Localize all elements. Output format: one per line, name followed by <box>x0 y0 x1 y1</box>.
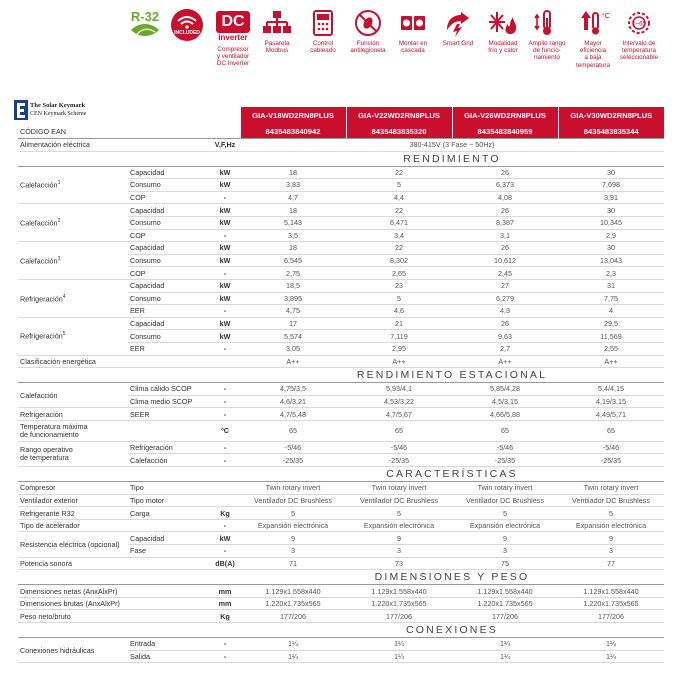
value-cell: A++ <box>346 355 452 368</box>
value-cell: 6,471 <box>346 216 452 229</box>
section-header <box>18 623 664 638</box>
table-row <box>18 557 664 570</box>
value-cell: 1¼ <box>558 650 664 663</box>
section-spacer <box>18 467 240 482</box>
row-label: Clasificación energética <box>18 355 240 368</box>
table-row <box>18 441 664 454</box>
value-cell: 26 <box>452 204 558 217</box>
value-cell: 77 <box>558 557 664 570</box>
value-cell: 75 <box>452 557 558 570</box>
sub-label: Consumo <box>128 292 210 305</box>
unit-cell <box>210 494 240 507</box>
section-header <box>18 467 664 482</box>
sub-label: Consumo <box>128 330 210 343</box>
sub-label: Capacidad <box>128 242 210 255</box>
value-cell: 73 <box>346 557 452 570</box>
svg-text:°C: °C <box>602 13 610 20</box>
sub-label: Tipo <box>128 482 210 495</box>
low-temp-efficiency-label: Mayor eficiencia a baja temperatura <box>576 40 610 69</box>
wide-range-label: Amplio rango de funcio- namiento <box>528 40 566 62</box>
value-cell: 13,043 <box>558 254 664 267</box>
value-cell: 4,7 <box>240 191 346 204</box>
section-header <box>18 368 664 383</box>
ean-row <box>18 124 664 139</box>
inverter-text: inverter <box>218 32 248 42</box>
section-header <box>18 570 664 585</box>
value-cell: 177/206 <box>346 610 452 623</box>
unit-cell: kW <box>210 216 240 229</box>
value-cell: 3,5 <box>240 229 346 242</box>
sub-label: Consumo <box>128 254 210 267</box>
value-cell: -5/46 <box>558 441 664 454</box>
sub-label: Capacidad <box>128 317 210 330</box>
value-cell: 9 <box>558 532 664 545</box>
value-cell: 30 <box>558 166 664 179</box>
value-cell: 4,4 <box>346 191 452 204</box>
section-title: CARACTERÍSTICAS <box>240 467 664 482</box>
value-cell: Twin rotary invert <box>452 482 558 495</box>
group-label: Conexiones hidráulicas <box>18 638 128 663</box>
value-cell: Expansión electrónica <box>452 519 558 532</box>
sub-label: SEER <box>128 408 210 421</box>
section-spacer <box>18 570 240 585</box>
unit-cell: Kg <box>210 507 240 520</box>
value-cell: 1¼ <box>452 650 558 663</box>
group-label <box>18 317 128 355</box>
unit-cell: kW <box>210 330 240 343</box>
sub-label: Consumo <box>128 216 210 229</box>
value-cell: 18,5 <box>240 279 346 292</box>
value-cell: 30 <box>558 242 664 255</box>
sub-label: COP <box>128 267 210 280</box>
section-title: RENDIMIENTO <box>240 151 664 166</box>
keymark-line1: The Solar Keymark <box>30 102 86 109</box>
value-cell: 4,53/3,22 <box>346 395 452 408</box>
row-label: Tipo de acelerador <box>18 519 128 532</box>
row-label: Dimensiones brutas (AnxAlxPr) <box>18 597 210 610</box>
value-cell: 177/206 <box>452 610 558 623</box>
row-label: Refrigeración <box>18 408 128 421</box>
value-cell: 1.129x1.558x440 <box>452 585 558 598</box>
value-cell: 5 <box>558 507 664 520</box>
value-cell: 4,08 <box>452 191 558 204</box>
value-cell: 4,3 <box>452 305 558 318</box>
value-cell: 4,7/5,67 <box>346 408 452 421</box>
modbus-label: Pasarela Modbus <box>264 40 290 55</box>
unit-cell: - <box>210 408 240 421</box>
value-cell: 3 <box>240 545 346 558</box>
cascade-label: Montar en cascada <box>398 40 428 55</box>
row-label: Peso neto/bruto <box>18 610 210 623</box>
unit-cell: V,F,Hz <box>210 139 240 152</box>
value-cell: 10,345 <box>558 216 664 229</box>
section-spacer <box>18 368 240 383</box>
value-cell: 17 <box>240 317 346 330</box>
row-label: Alimentación eléctrica <box>18 139 210 152</box>
value-cell: Ventilador DC Brushless <box>346 494 452 507</box>
value-cell: 10,612 <box>452 254 558 267</box>
row-label: Temperatura máxima de funcionamiento <box>18 420 210 441</box>
value-cell: 9 <box>346 532 452 545</box>
unit-cell: mm <box>210 597 240 610</box>
spec-table <box>18 107 664 663</box>
value-cell: 5 <box>240 507 346 520</box>
value-cell: 4,7/5,48 <box>240 408 346 421</box>
value-cell: 2,7 <box>452 342 558 355</box>
value-cell: Expansión electrónica <box>240 519 346 532</box>
value-cell: Twin rotary invert <box>346 482 452 495</box>
value-cell: 30 <box>558 204 664 217</box>
sub-label: Fase <box>128 545 210 558</box>
sub-label: Clima medio SCOP <box>128 395 210 408</box>
value-cell: 31 <box>558 279 664 292</box>
value-cell: Twin rotary invert <box>240 482 346 495</box>
power-row <box>18 139 664 152</box>
ean-code: 8435483835344 <box>558 124 664 139</box>
value-cell: 23 <box>346 279 452 292</box>
model-name: GIA-V26WD2RN8PLUS <box>452 107 558 124</box>
value-cell: 5 <box>452 507 558 520</box>
value-cell: 26 <box>452 166 558 179</box>
unit-cell: kW <box>210 242 240 255</box>
sub-label: Capacidad <box>128 204 210 217</box>
value-cell: 1.220x1.735x565 <box>452 597 558 610</box>
table-row <box>18 204 664 217</box>
value-cell: 22 <box>346 242 452 255</box>
value-cell: Ventilador DC Brushless <box>452 494 558 507</box>
value-cell: 3 <box>558 545 664 558</box>
sub-label: EER <box>128 342 210 355</box>
feature-icon-bar <box>0 0 689 90</box>
value-cell: 4 <box>558 305 664 318</box>
value-cell: 380-415V (3 Fase ~ 50Hz) <box>240 139 664 152</box>
value-cell: 4,75 <box>240 305 346 318</box>
model-name: GIA-V18WD2RN8PLUS <box>240 107 346 124</box>
group-label-text: Calefacción <box>20 218 58 228</box>
table-row <box>18 383 664 396</box>
table-row <box>18 597 664 610</box>
group-label <box>18 166 128 204</box>
unit-cell: - <box>210 441 240 454</box>
section-spacer <box>18 151 240 166</box>
group-label: Calefacción <box>18 383 128 408</box>
sub-label: Carga <box>128 507 210 520</box>
value-cell: 5,143 <box>240 216 346 229</box>
value-cell: 7,698 <box>558 179 664 192</box>
table-row <box>18 532 664 545</box>
value-cell: 4,75/3,5 <box>240 383 346 396</box>
value-cell: 1.129x1.558x440 <box>346 585 452 598</box>
footnote-mark: 3 <box>57 255 61 262</box>
value-cell: 177/206 <box>558 610 664 623</box>
model-header-row <box>18 107 664 124</box>
value-cell: 2,55 <box>558 342 664 355</box>
table-row <box>18 585 664 598</box>
value-cell: 1.220x1.735x565 <box>240 597 346 610</box>
sub-label: Refrigeración <box>128 441 210 454</box>
value-cell: 4,5/3,15 <box>452 395 558 408</box>
value-cell: 2,9 <box>558 229 664 242</box>
footnote-mark: 4 <box>62 293 66 300</box>
value-cell: 21 <box>346 317 452 330</box>
section-title: CONEXIONES <box>240 623 664 638</box>
ean-code: 8435483835320 <box>346 124 452 139</box>
value-cell: -25/35 <box>346 454 452 467</box>
header-spacer <box>18 107 240 124</box>
value-cell: Expansión electrónica <box>346 519 452 532</box>
row-label: Refrigerante R32 <box>18 507 128 520</box>
row-label: Potencia sonora <box>18 557 210 570</box>
value-cell: 71 <box>240 557 346 570</box>
footnote-mark: 2 <box>57 218 61 225</box>
footnote-mark: 1 <box>57 180 61 187</box>
table-row <box>18 166 664 179</box>
unit-cell: kW <box>210 179 240 192</box>
unit-cell: - <box>210 454 240 467</box>
value-cell: -25/35 <box>452 454 558 467</box>
value-cell: 65 <box>346 420 452 441</box>
value-cell: 3,91 <box>558 191 664 204</box>
unit-cell: kW <box>210 279 240 292</box>
value-cell: 3,05 <box>240 342 346 355</box>
value-cell: 1.129x1.558x440 <box>558 585 664 598</box>
value-cell: 1¼ <box>346 638 452 651</box>
value-cell: 5,93/4,1 <box>346 383 452 396</box>
group-label <box>18 279 128 317</box>
unit-cell: mm <box>210 585 240 598</box>
value-cell: Ventilador DC Brushless <box>558 494 664 507</box>
temp-range-text: 5~65 <box>632 21 646 28</box>
unit-cell: - <box>210 267 240 280</box>
table-row <box>18 610 664 623</box>
value-cell: 3,83 <box>240 179 346 192</box>
value-cell: 27 <box>452 279 558 292</box>
unit-cell: - <box>210 395 240 408</box>
value-cell: 1¼ <box>346 650 452 663</box>
anti-legionella-label: Función antilegionela <box>350 40 386 55</box>
value-cell: 5,574 <box>240 330 346 343</box>
group-label-text: Refrigeración <box>20 331 63 341</box>
value-cell: 1¼ <box>240 650 346 663</box>
unit-cell <box>210 482 240 495</box>
energy-class-row <box>18 355 664 368</box>
value-cell: 8,302 <box>346 254 452 267</box>
value-cell: 26 <box>452 242 558 255</box>
smart-grid-label: Smart Grid <box>442 40 474 47</box>
value-cell: Ventilador DC Brushless <box>240 494 346 507</box>
unit-cell: - <box>210 545 240 558</box>
value-cell: 22 <box>346 166 452 179</box>
value-cell: 1¼ <box>452 638 558 651</box>
value-cell: 8,387 <box>452 216 558 229</box>
value-cell: 22 <box>346 204 452 217</box>
value-cell: 5 <box>346 507 452 520</box>
unit-cell: kW <box>210 254 240 267</box>
value-cell: 3,895 <box>240 292 346 305</box>
row-label: Dimensiones netas (AnxAlxPr) <box>18 585 210 598</box>
value-cell: 2,3 <box>558 267 664 280</box>
group-label <box>18 242 128 280</box>
wired-control-label: Control cableado <box>310 40 336 55</box>
sub-label: EER <box>128 305 210 318</box>
unit-cell: ºC <box>210 420 240 441</box>
value-cell: 1¼ <box>558 638 664 651</box>
value-cell: 1¼ <box>240 638 346 651</box>
unit-cell: kW <box>210 166 240 179</box>
unit-cell: kW <box>210 532 240 545</box>
value-cell: 2,45 <box>452 267 558 280</box>
keymark-line2: CEN Keymark Scheme <box>30 111 87 117</box>
value-cell: 4,66/5,88 <box>452 408 558 421</box>
unit-cell: Kg <box>210 610 240 623</box>
selectable-temp-label: Intervalo de temperatura seleccionable <box>619 40 659 62</box>
group-label-text: Calefacción <box>20 256 58 266</box>
value-cell: 4,19/3,15 <box>558 395 664 408</box>
unit-cell: kW <box>210 317 240 330</box>
value-cell: 7,75 <box>558 292 664 305</box>
value-cell: Twin rotary invert <box>558 482 664 495</box>
value-cell: 3 <box>452 545 558 558</box>
table-row <box>18 242 664 255</box>
value-cell: 6,545 <box>240 254 346 267</box>
sub-label: Entrada <box>128 638 210 651</box>
value-cell: A++ <box>240 355 346 368</box>
value-cell: 4,49/5,71 <box>558 408 664 421</box>
dc-text: DC <box>216 11 250 33</box>
value-cell: 3 <box>346 545 452 558</box>
value-cell: 1.220x1.735x565 <box>558 597 664 610</box>
row-label: Ventilador exterior <box>18 494 128 507</box>
footnote-mark: 5 <box>62 331 66 338</box>
value-cell: 9 <box>452 532 558 545</box>
value-cell: 18 <box>240 166 346 179</box>
value-cell: 5 <box>346 292 452 305</box>
value-cell: 65 <box>240 420 346 441</box>
sub-label: Capacidad <box>128 532 210 545</box>
group-label-text: Refrigeración <box>20 294 63 304</box>
value-cell: -5/46 <box>452 441 558 454</box>
table-row <box>18 482 664 495</box>
table-row <box>18 317 664 330</box>
value-cell: 4,6 <box>346 305 452 318</box>
value-cell: 6,279 <box>452 292 558 305</box>
value-cell: A++ <box>558 355 664 368</box>
unit-cell: dB(A) <box>210 557 240 570</box>
sub-label: Capacidad <box>128 279 210 292</box>
sub-label: Capacidad <box>128 166 210 179</box>
included-text: INCLUDED <box>174 30 200 36</box>
value-cell: 9,63 <box>452 330 558 343</box>
ean-code: 8435483840959 <box>452 124 558 139</box>
section-title: RENDIMIENTO ESTACIONAL <box>240 368 664 383</box>
table-row <box>18 420 664 441</box>
value-cell: 5,85/4,28 <box>452 383 558 396</box>
sub-label: Calefacción <box>128 454 210 467</box>
ean-code: 8435483840942 <box>240 124 346 139</box>
unit-cell: - <box>210 305 240 318</box>
value-cell: 9 <box>240 532 346 545</box>
value-cell: 6,373 <box>452 179 558 192</box>
r32-text: R-32 <box>130 9 160 24</box>
value-cell: -25/35 <box>240 454 346 467</box>
section-title: DIMENSIONES Y PESO <box>240 570 664 585</box>
sub-label: Clima cálido SCOP <box>128 383 210 396</box>
value-cell: 65 <box>558 420 664 441</box>
value-cell: 11,569 <box>558 330 664 343</box>
unit-cell: - <box>210 229 240 242</box>
value-cell: Expansión electrónica <box>558 519 664 532</box>
sub-label: COP <box>128 191 210 204</box>
value-cell: -25/35 <box>558 454 664 467</box>
unit-cell: - <box>210 519 240 532</box>
value-cell: 2,65 <box>346 267 452 280</box>
unit-cell: - <box>210 650 240 663</box>
ean-label: CÓDIGO EAN <box>18 124 240 139</box>
sub-label: Tipo motor <box>128 494 210 507</box>
sub-label <box>128 519 210 532</box>
value-cell: 1.129x1.558x440 <box>240 585 346 598</box>
table-row <box>18 279 664 292</box>
unit-cell: - <box>210 383 240 396</box>
value-cell: 26 <box>452 317 558 330</box>
table-row <box>18 507 664 520</box>
selectable-temp-icon <box>612 8 666 62</box>
value-cell: 177/206 <box>240 610 346 623</box>
sub-label: Salida <box>128 650 210 663</box>
value-cell: 4,6/3,21 <box>240 395 346 408</box>
sub-label: COP <box>128 229 210 242</box>
value-cell: 5 <box>346 179 452 192</box>
value-cell: 7,119 <box>346 330 452 343</box>
unit-cell: - <box>210 191 240 204</box>
group-label: Resistencia eléctrica (opcional) <box>18 532 128 557</box>
value-cell: A++ <box>452 355 558 368</box>
value-cell: 1.220x1.735x565 <box>346 597 452 610</box>
table-row <box>18 638 664 651</box>
table-row <box>18 494 664 507</box>
table-row <box>18 519 664 532</box>
value-cell: -5/46 <box>346 441 452 454</box>
value-cell: 2,75 <box>240 267 346 280</box>
group-label <box>18 204 128 242</box>
section-spacer <box>18 623 240 638</box>
sub-label: Consumo <box>128 179 210 192</box>
unit-cell: - <box>210 342 240 355</box>
unit-cell: kW <box>210 204 240 217</box>
unit-cell: kW <box>210 292 240 305</box>
value-cell: -5/46 <box>240 441 346 454</box>
table-row <box>18 408 664 421</box>
cold-heat-label: Modalidad frío y calor <box>488 40 518 55</box>
value-cell: 18 <box>240 242 346 255</box>
value-cell: 3,1 <box>452 229 558 242</box>
model-name: GIA-V30WD2RN8PLUS <box>558 107 664 124</box>
section-header <box>18 151 664 166</box>
unit-cell: - <box>210 638 240 651</box>
value-cell: 3,4 <box>346 229 452 242</box>
value-cell: 29,5 <box>558 317 664 330</box>
value-cell: 2,95 <box>346 342 452 355</box>
group-label: Rango operativo de temperatura <box>18 441 128 466</box>
row-label: Compresor <box>18 482 128 495</box>
group-label-text: Calefacción <box>20 180 58 190</box>
value-cell: 18 <box>240 204 346 217</box>
dc-inverter-label: Compresor y ventilador DC Inverter <box>216 46 250 68</box>
value-cell: 65 <box>452 420 558 441</box>
value-cell: 5,4/4,15 <box>558 383 664 396</box>
model-name: GIA-V22WD2RN8PLUS <box>346 107 452 124</box>
